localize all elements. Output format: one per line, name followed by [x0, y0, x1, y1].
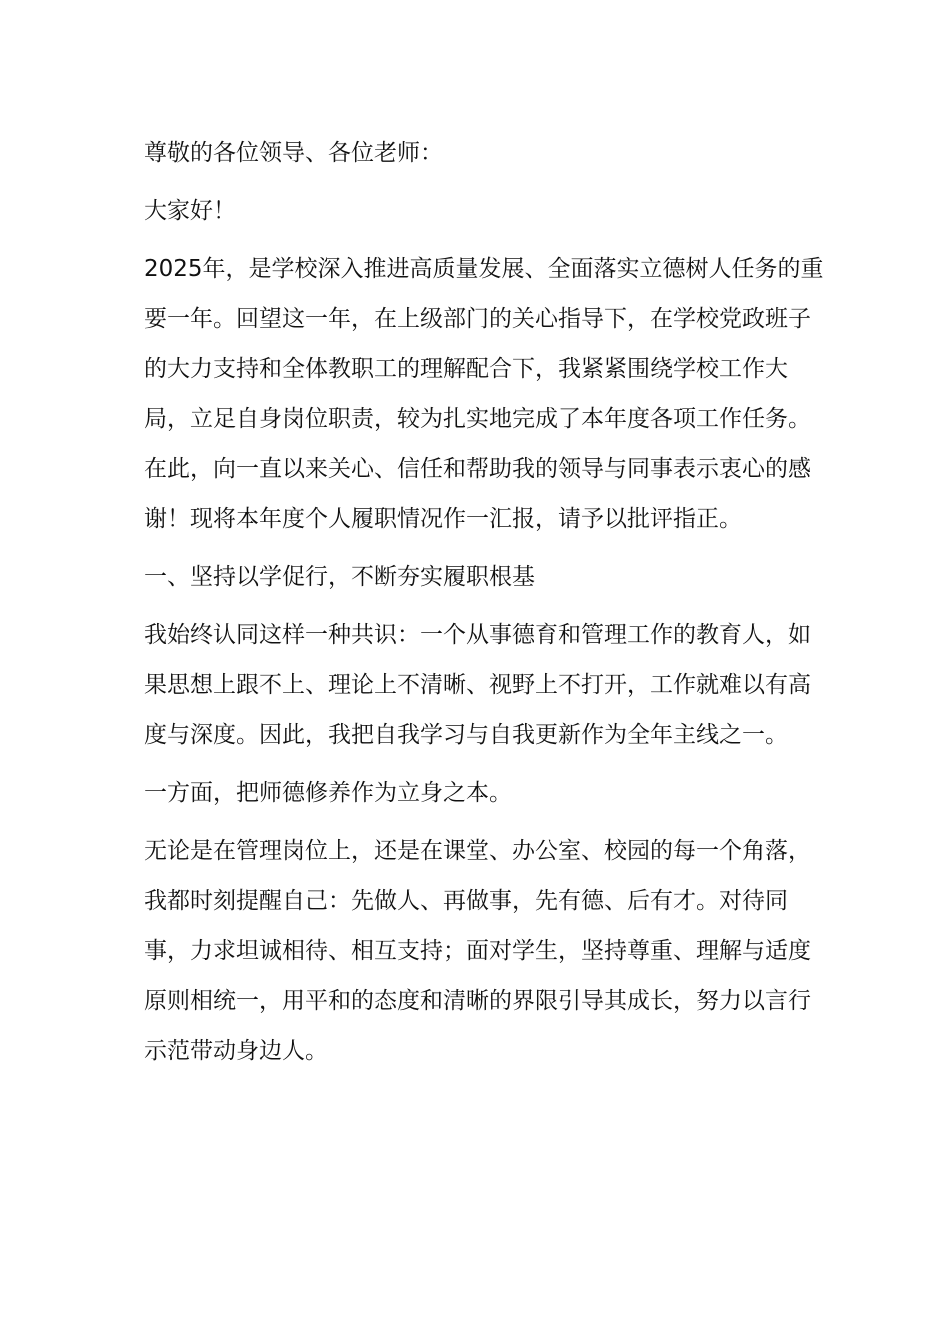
body-paragraph: 我始终认同这样一种共识：一个从事德育和管理工作的教育人，如果思想上跟不上、理论上不清晰、视野上不打开，工作就难以有高度与深度。因此，我把自我学习与自我更新作为全年主线之一。	[144, 622, 811, 748]
salutation: 尊敬的各位领导、各位老师：	[144, 140, 443, 166]
document-body	[144, 128, 824, 1084]
section-heading: 一、坚持以学促行，不断夯实履职根基	[144, 564, 535, 590]
body-paragraph: 一方面，把师德修养作为立身之本。	[144, 780, 512, 806]
greeting: 大家好！	[144, 198, 236, 224]
body-paragraph: 无论是在管理岗位上，还是在课堂、办公室、校园的每一个角落，我都时刻提醒自己：先做人、再做事，先有德、后有才。对待同事，力求坦诚相待、相互支持；面对学生，坚持尊重、理解与适度原则相统一，用平和的态度和清晰的界限引导其成长，努力以言行示范带动身边人。	[144, 838, 811, 1064]
intro-paragraph: 2025年，是学校深入推进高质量发展、全面落实立德树人任务的重要一年。回望这一年，在上级部门的关心指导下，在学校党政班子的大力支持和全体教职工的理解配合下，我紧紧围绕学校工作大局，立足自身岗位职责，较为扎实地完成了本年度各项工作任务。在此，向一直以来关心、信任和帮助我的领导与同事表示衷心的感谢！现将本年度个人履职情况作一汇报，请予以批评指正。	[144, 256, 824, 532]
